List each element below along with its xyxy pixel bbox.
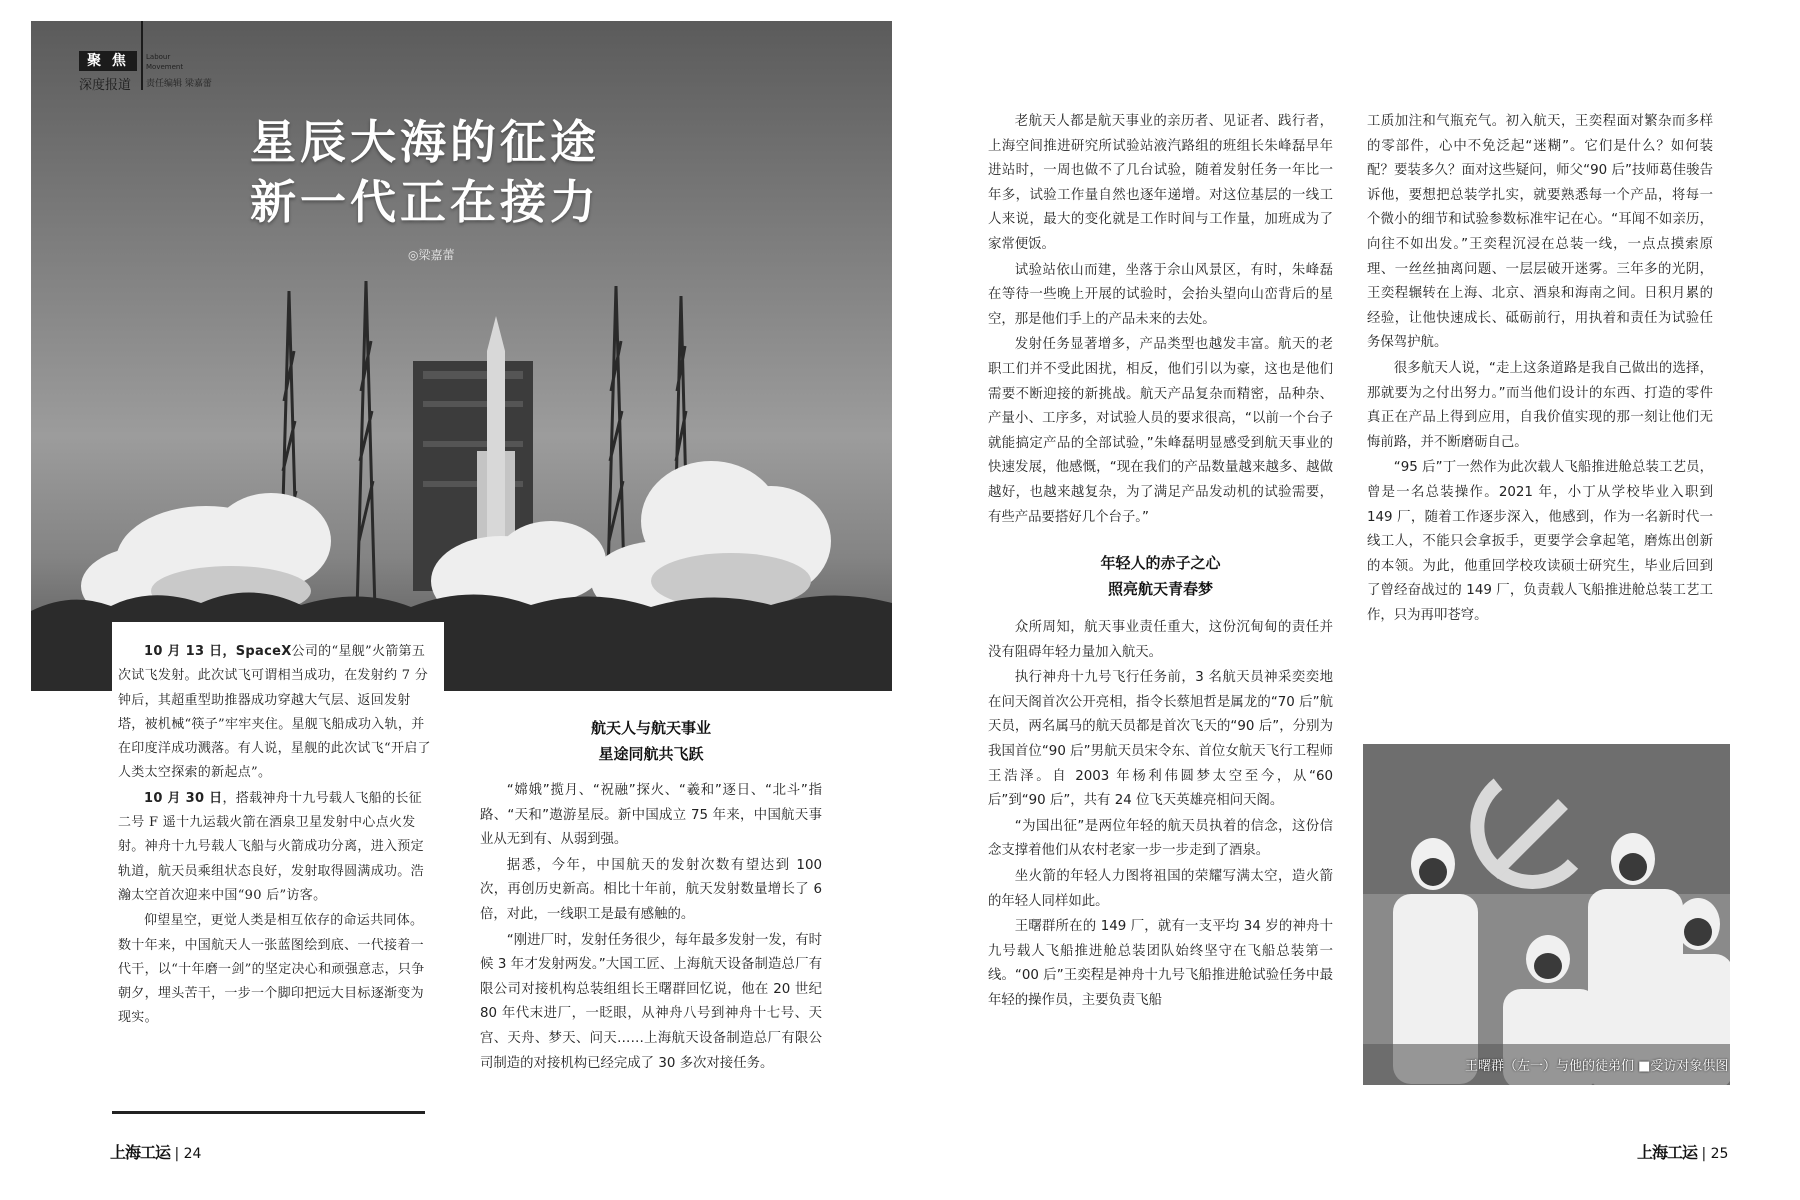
body-paragraph: 据悉，今年，中国航天的发射次数有望达到 100 次，再创历史新高。相比十年前，航天发射数量增长了 6 倍，对此，一线职工是最有感触的。 xyxy=(480,857,822,922)
section-heading xyxy=(988,550,1333,602)
section-heading-line: 照亮航天青春梦 xyxy=(1107,580,1213,599)
intro-box xyxy=(112,622,444,1110)
section-heading-line: 星途同航共飞跃 xyxy=(598,745,704,763)
page-number: 24 xyxy=(183,1146,202,1162)
page-folio-right: 上海工运 | 25 xyxy=(1637,1143,1729,1162)
intro-lead: 10 月 13 日，SpaceX xyxy=(144,644,292,659)
section-english-line: Labour xyxy=(146,53,171,61)
section-english-line: Movement xyxy=(146,63,184,71)
body-paragraph: 工质加注和气瓶充气。初入航天，王奕程面对繁杂而多样的零部件，心中不免泛起“迷糊”。它们是什么？如何装配？要装多久？面对这些疑问，师父“90 后”技师葛佳骏告诉他，要想把总装学扎实，就要熟悉每一个产品，将每一个微小的细节和试验参数标准牢记在心。“耳闻不如亲历，向往不如出发。”王奕程沉浸在总装一线，一点点摸索原理、一丝丝抽离问题、一层层破开迷雾。三年多的光阴，王奕程辗转在上海、北京、酒泉和海南之间。日积月累的经验，让他快速成长、砥砺前行，用执着和责任为试验任务保驾护航。 xyxy=(1367,114,1713,351)
magazine-logo: 上海工运 xyxy=(1637,1143,1698,1162)
magazine-logo: 上海工运 xyxy=(110,1143,171,1162)
section-heading-line: 航天人与航天事业 xyxy=(590,719,711,737)
column-2 xyxy=(480,715,822,1076)
body-paragraph: 老航天人都是航天事业的亲历者、见证者、践行者，上海空间推进研究所试验站液汽路组的班组长朱峰磊早年进站时，一周也做不了几台试验，随着发射任务一年比一年多，试验工作量自然也逐年递增。对这位基层的一线工人来说，最大的变化就是工作时间与工作量，加班成为了家常便饭。 xyxy=(988,114,1333,252)
section-tag: 聚 焦 xyxy=(79,51,137,71)
article-title-line: 星辰大海的征途 xyxy=(250,115,600,169)
photo-caption: 王曙群（左一）与他的徒弟们 ■受访对象供图 xyxy=(1465,1059,1729,1074)
header-divider xyxy=(141,21,143,90)
intro-text: ，搭载神舟十九号载人飞船的长征二号 F 遥十九运载火箭在酒泉卫星发射中心点火发射。神舟十九号载人飞船与火箭成功分离，进入预定轨道，航天员乘组状态良好，发射取得圆满成功。浩瀚太空首次迎来中国“90 后”访客。 xyxy=(118,790,424,903)
column-4 xyxy=(1367,110,1713,628)
section-heading-line: 年轻人的赤子之心 xyxy=(1100,554,1221,573)
body-paragraph: “95 后”丁一然作为此次载人飞船推进舱总装工艺员，曾是一名总装操作。2021 年，小丁从学校毕业入职到 149 厂，随着工作逐步深入，他感到，作为一名新时代一线工人，不能只会拿扳手，更要学会拿起笔，磨炼出创新的本领。为此，他重回学校攻读硕士研究生，毕业后回到了曾经奋战过的 149 厂，负责载人飞船推进舱总装工艺工作，只为再叩苍穹。 xyxy=(1367,460,1713,623)
section-subtitle: 深度报道 xyxy=(79,78,132,93)
intro-lead: 10 月 30 日 xyxy=(144,790,223,806)
body-paragraph: 王曙群所在的 149 厂，就有一支平均 34 岁的神舟十九号载人飞船推进舱总装团队始终坚守在飞船总装第一线。“00 后”王奕程是神舟十九号飞船推进舱试验任务中最年轻的操作员，主要负责飞船 xyxy=(988,919,1333,1008)
body-paragraph: “嫦娥”揽月、“祝融”探火、“羲和”逐日、“北斗”指路、“天和”遨游星辰。新中国成立 75 年来，中国航天事业从无到有、从弱到强。 xyxy=(480,783,822,848)
intro-text: 公司的“星舰”火箭第五次试飞发射。此次试飞可谓相当成功，在发射约 7 分钟后，其超重型助推器成功穿越大气层、返回发射塔，被机械“筷子”牢牢夹住。星舰飞船成功入轨，并在印度洋成功溅落。有人说，星舰的此次试飞“开启了人类太空探索的新起点”。 xyxy=(118,644,431,781)
page-number: 25 xyxy=(1710,1146,1729,1162)
article-title-line: 新一代正在接力 xyxy=(250,175,600,229)
editor-credit: 责任编辑 梁嘉蕾 xyxy=(146,79,212,89)
body-paragraph: 坐火箭的年轻人力图将祖国的荣耀写满太空，造火箭的年轻人同样如此。 xyxy=(988,869,1333,909)
intro-paragraph xyxy=(118,787,432,908)
author-byline: ◎梁嘉蕾 xyxy=(408,248,455,262)
article-title xyxy=(250,112,600,232)
intro-bottom-rule xyxy=(112,1111,425,1114)
page-folio-left: 上海工运 | 24 xyxy=(110,1143,202,1162)
workers-photo xyxy=(1363,744,1730,1085)
section-heading xyxy=(480,715,822,767)
body-paragraph: 众所周知，航天事业责任重大，这份沉甸甸的责任并没有阻碍年轻力量加入航天。 xyxy=(988,620,1333,660)
body-paragraph: 执行神舟十九号飞行任务前，3 名航天员神采奕奕地在问天阁首次公开亮相，指令长蔡旭哲是属龙的“70 后”航天员，两名属马的航天员都是首次飞天的“90 后”，分别为我国首位“90 后”男航天员宋令东、首位女航天飞行工程师王浩泽。自 2003 年杨利伟圆梦太空至今，从“60 后”到“90 后”，共有 24 位飞天英雄亮相问天阁。 xyxy=(988,670,1333,809)
column-3 xyxy=(988,110,1333,1014)
body-paragraph: “刚进厂时，发射任务很少，每年最多发射一发，有时候 3 年才发射两发。”大国工匠、上海航天设备制造总厂有限公司对接机构总装组组长王曙群回忆说，他在 20 世纪 80 年代末进厂，一眨眼，从神舟八号到神舟十七号、天宫、天舟、梦天、问天……上海航天设备制造总厂有限公司制造的对接机构已经完成了 30 多次对接任务。 xyxy=(480,932,822,1071)
intro-paragraph: 仰望星空，更觉人类是相互依存的命运共同体。数十年来，中国航天人一张蓝图绘到底、一代接着一代干，以“十年磨一剑”的坚定决心和顽强意志，只争朝夕，埋头苦干，一步一个脚印把远大目标逐渐变为现实。 xyxy=(118,913,425,1026)
body-paragraph: 试验站依山而建，坐落于佘山风景区，有时，朱峰磊在等待一些晚上开展的试验时，会抬头望向山峦背后的星空，那是他们手上的产品未来的去处。 xyxy=(988,262,1333,327)
intro-paragraph xyxy=(118,640,432,786)
body-paragraph: “为国出征”是两位年轻的航天员执着的信念，这份信念支撑着他们从农村老家一步一步走到了酒泉。 xyxy=(988,818,1333,859)
body-paragraph: 很多航天人说，“走上这条道路是我自己做出的选择，那就要为之付出努力。”而当他们设计的东西、打造的零件真正在产品上得到应用，自我价值实现的那一刻让他们无悔前路，并不断磨砺自己。 xyxy=(1367,360,1713,450)
section-english-label xyxy=(146,52,183,72)
workers-illustration xyxy=(1363,744,1730,1085)
body-paragraph: 发射任务显著增多，产品类型也越发丰富。航天的老职工们并不受此困扰，相反，他们引以为豪，这也是他们需要不断迎接的新挑战。航天产品复杂而精密，品种杂、产量小、工序多，对试验人员的要求很高，“以前一个台子就能搞定产品的全部试验，”朱峰磊明显感受到航天事业的快速发展，他感慨，“现在我们的产品数量越来越多、越做越好，也越来越复杂，为了满足产品发动机的试验需要，有些产品要搭好几个台子。” xyxy=(988,337,1333,525)
